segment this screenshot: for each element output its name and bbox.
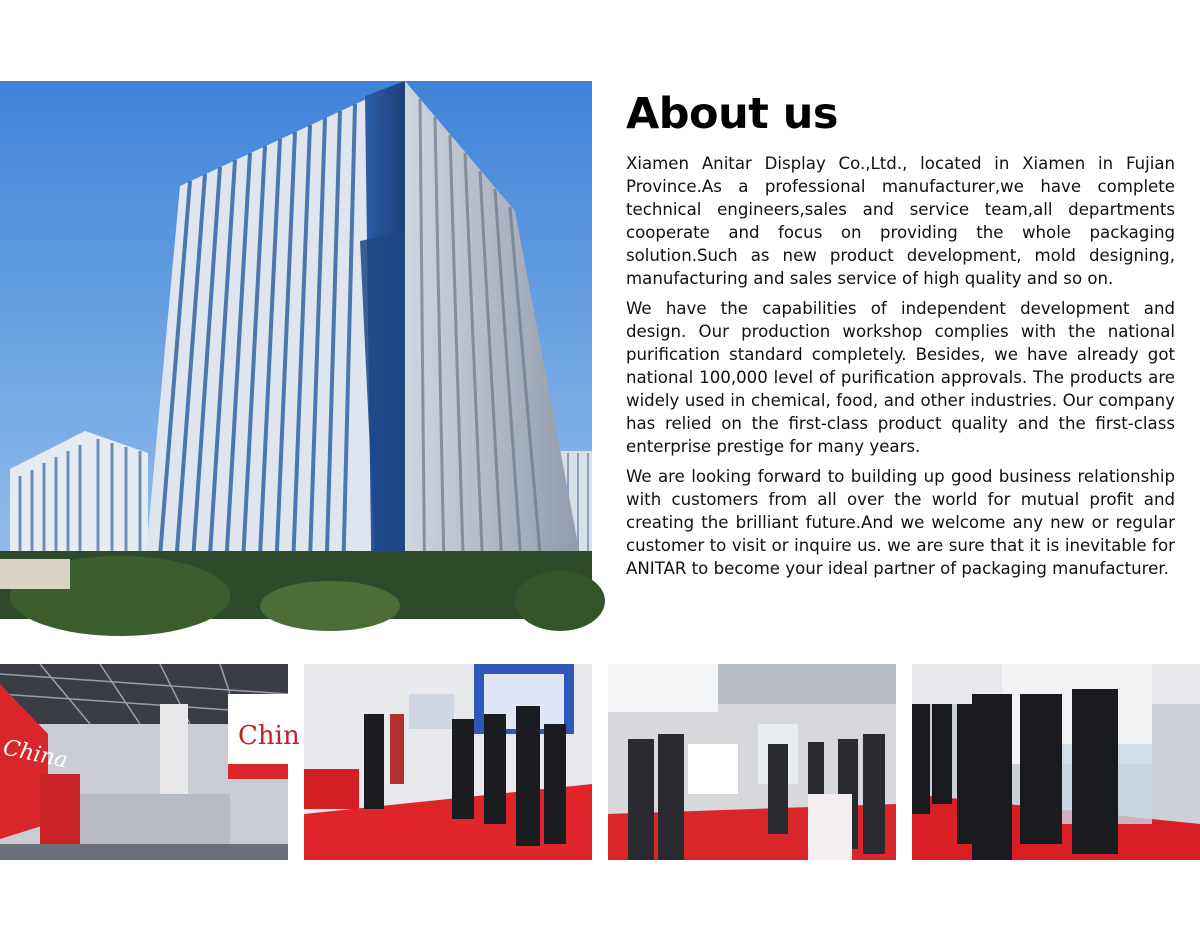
exhibition-gallery — [0, 664, 1200, 860]
exhibition-booth-meeting-photo — [304, 664, 592, 860]
booth-visitors-photo — [912, 664, 1200, 860]
about-paragraph: We are looking forward to building up good business relationship with customers from all over the world for mutual profit and creating the brilliant future.And we welcome any new or regular customer to visit or inquire us. we are sure that it is inevitable for ANITAR to become your ideal partner of packaging manufacturer. — [626, 467, 1175, 578]
exhibition-crowd-photo — [608, 664, 896, 860]
about-section — [626, 86, 1175, 587]
exhibition-hall-photo — [0, 664, 300, 860]
about-title: About us — [626, 89, 838, 139]
about-paragraph: We have the capabilities of independent development and design. Our production workshop complies with the national purification standard completely. Besides, we have already got national 100,000 level of purification approvals. The products are widely used in chemical, food, and other industries. Our company has relied on the first-class product quality and the first-class enterprise prestige for many years. — [626, 299, 1175, 456]
about-paragraph: Xiamen Anitar Display Co.,Ltd., located in Xiamen in Fujian Province.As a professional manufacturer,we have complete technical engineers,sales and service team,all departments cooperate and focus on providing the whole packaging solution.Such as new product development, mold designing, manufacturing and sales service of high quality and so on. — [626, 154, 1175, 288]
booth-sign-text: Chin — [238, 721, 300, 751]
booth-banner-text: China — [0, 735, 70, 774]
office-building-photo — [0, 81, 592, 619]
